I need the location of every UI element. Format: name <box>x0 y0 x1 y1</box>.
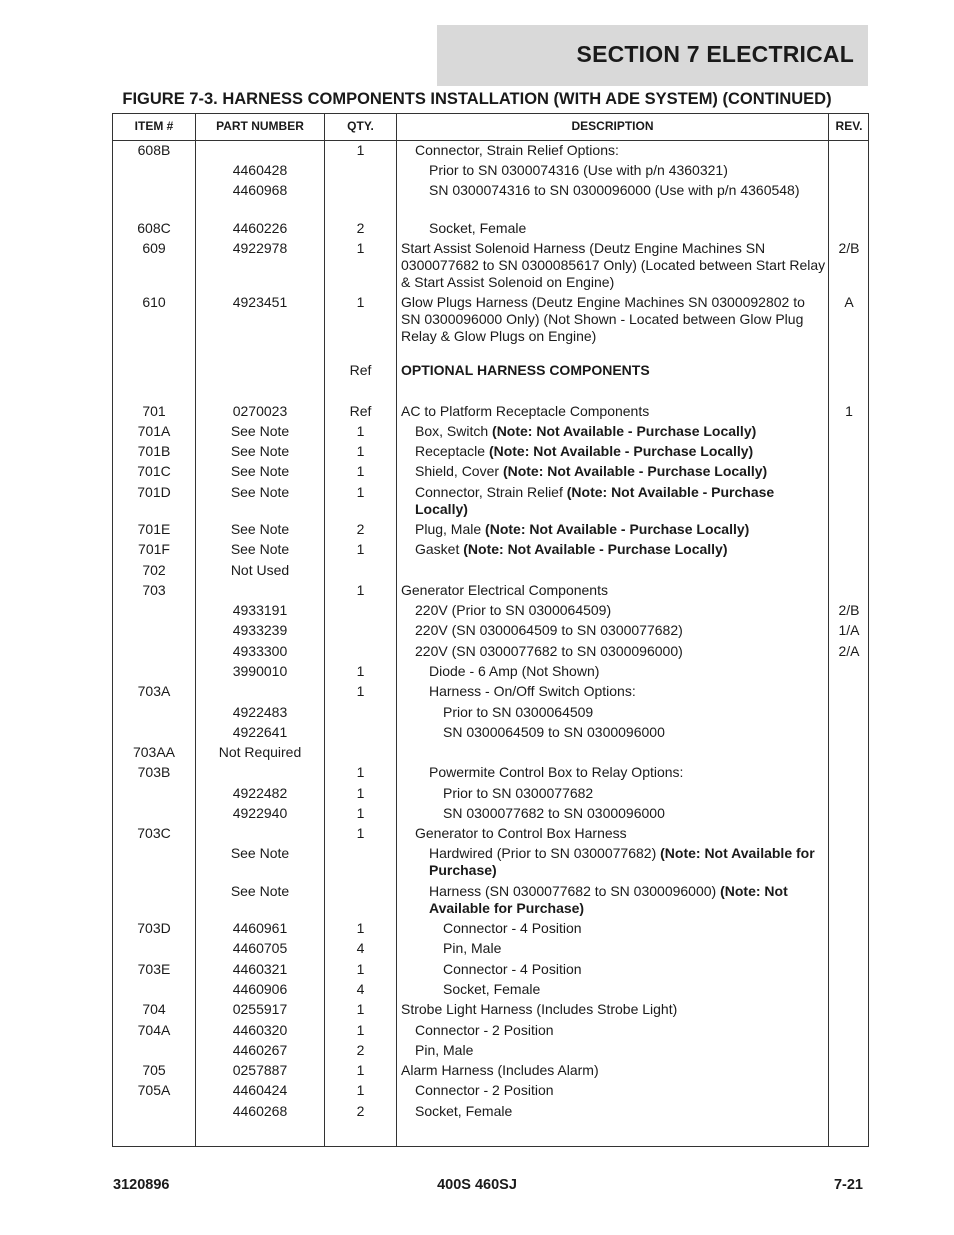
cell-part: 4460961 <box>232 920 288 936</box>
cell-part: 4460267 <box>232 1042 288 1058</box>
description-text: OPTIONAL HARNESS COMPONENTS <box>401 362 650 378</box>
cell-part: Not Required <box>218 744 302 760</box>
description-text: Connector - 2 Position <box>415 1082 554 1098</box>
cell-desc <box>397 362 828 379</box>
figure-title: FIGURE 7-3. HARNESS COMPONENTS INSTALLATION (WITH ADE SYSTEM) (CONTINUED) <box>122 90 832 108</box>
description-text: SN 0300064509 to SN 0300096000 <box>443 724 665 740</box>
description-text: Connector - 4 Position <box>443 961 582 977</box>
cell-part: See Note <box>230 484 290 500</box>
cell-qty: 1 <box>356 825 365 841</box>
description-note: (Note: Not Available for Purchase) <box>429 845 815 878</box>
description-text: Socket, Female <box>429 220 527 236</box>
cell-qty: 1 <box>356 294 365 310</box>
cell-desc <box>397 981 828 998</box>
parts-table <box>112 113 869 1147</box>
cell-desc <box>397 294 828 345</box>
cell-desc <box>397 220 828 237</box>
description-note: (Note: Not Available - Purchase Locally) <box>492 423 757 439</box>
cell-desc <box>397 643 828 660</box>
description-text: Connector - 4 Position <box>443 920 582 936</box>
cell-item: 701B <box>137 443 171 459</box>
cell-desc <box>397 1062 828 1079</box>
description-text: SN 0300077682 to SN 0300096000 <box>443 805 665 821</box>
cell-item: 702 <box>142 562 166 578</box>
cell-item: 703D <box>137 920 171 936</box>
description-text: 220V (Prior to SN 0300064509) <box>415 602 612 618</box>
description-text: Alarm Harness (Includes Alarm) <box>401 1062 599 1078</box>
description-text: Socket, Female <box>443 981 541 997</box>
cell-desc <box>397 182 828 199</box>
cell-part: See Note <box>230 463 290 479</box>
cell-part: 4922483 <box>232 704 288 720</box>
cell-item: 704A <box>137 1022 171 1038</box>
cell-qty: 1 <box>356 805 365 821</box>
header-rev: REV. <box>835 119 863 133</box>
cell-item: 610 <box>142 294 166 310</box>
section-title: SECTION 7 ELECTRICAL <box>576 41 854 67</box>
cell-item: 703B <box>137 764 171 780</box>
cell-qty: 1 <box>356 785 365 801</box>
description-note: (Note: Not Available - Purchase Locally) <box>488 443 754 459</box>
description-text: Plug, Male <box>415 521 486 537</box>
cell-qty: 1 <box>356 663 365 679</box>
cell-desc <box>397 845 828 879</box>
cell-desc <box>397 683 828 700</box>
description-text: 220V (SN 0300077682 to SN 0300096000) <box>415 643 683 659</box>
cell-desc <box>397 764 828 781</box>
cell-part: See Note <box>230 845 290 861</box>
description-text: Harness (SN 0300077682 to SN 0300096000) <box>429 883 721 899</box>
cell-part: 4922978 <box>232 240 288 256</box>
cell-part: 0255917 <box>232 1001 288 1017</box>
cell-qty: 1 <box>356 423 365 439</box>
cell-qty: 1 <box>356 1062 365 1078</box>
cell-rev: 1 <box>845 403 853 419</box>
cell-qty: 1 <box>356 961 365 977</box>
cell-qty: 1 <box>356 1001 365 1017</box>
model-name: 400S 460SJ <box>437 1177 517 1193</box>
doc-number: 3120896 <box>113 1177 170 1193</box>
description-note: (Note: Not Available - Purchase Locally) <box>485 521 750 537</box>
cell-qty: 1 <box>356 1082 365 1098</box>
header-part-number: PART NUMBER <box>216 119 304 133</box>
cell-desc <box>397 423 828 440</box>
cell-desc <box>397 484 828 518</box>
cell-qty: 1 <box>356 582 365 598</box>
description-text: Receptacle <box>415 443 489 459</box>
cell-qty: 4 <box>356 981 365 997</box>
cell-part: 4933239 <box>232 622 288 638</box>
cell-part: See Note <box>230 521 290 537</box>
cell-item: 608C <box>137 220 171 236</box>
cell-qty: Ref <box>349 403 372 419</box>
cell-item: 609 <box>142 240 166 256</box>
page-number: 7-21 <box>833 1177 863 1193</box>
cell-item: 701A <box>137 423 171 439</box>
cell-qty: 1 <box>356 683 365 699</box>
cell-item: 703AA <box>132 744 176 760</box>
cell-part: 4460320 <box>232 1022 288 1038</box>
cell-qty: 1 <box>356 240 365 256</box>
cell-desc <box>397 805 828 822</box>
cell-item: 705 <box>142 1062 166 1078</box>
cell-part: See Note <box>230 541 290 557</box>
cell-desc <box>397 961 828 978</box>
cell-qty: 1 <box>356 764 365 780</box>
cell-part: 4922641 <box>232 724 288 740</box>
cell-part: 4460428 <box>232 162 288 178</box>
cell-part: 4460424 <box>232 1082 288 1098</box>
description-text: Generator Electrical Components <box>401 582 608 598</box>
cell-qty: 2 <box>356 1103 365 1119</box>
cell-rev: 2/A <box>838 643 860 659</box>
cell-qty: 1 <box>356 443 365 459</box>
cell-part: 4933300 <box>232 643 288 659</box>
cell-part: 4460705 <box>232 940 288 956</box>
cell-part: 4460968 <box>232 182 288 198</box>
description-text: Prior to SN 0300077682 <box>443 785 594 801</box>
cell-qty: 1 <box>356 142 365 158</box>
cell-item: 701C <box>137 463 171 479</box>
cell-qty: 2 <box>356 220 365 236</box>
section-header <box>437 25 868 86</box>
cell-desc <box>397 825 828 842</box>
cell-part: 4460321 <box>232 961 288 977</box>
description-note: (Note: Not Available - Purchase Locally) <box>502 463 768 479</box>
cell-desc <box>397 403 828 420</box>
cell-desc <box>397 443 828 460</box>
cell-qty: 1 <box>356 484 365 500</box>
description-text: Diode - 6 Amp (Not Shown) <box>429 663 600 679</box>
description-text: Hardwired (Prior to SN 0300077682) <box>429 845 661 861</box>
description-text: 220V (SN 0300064509 to SN 0300077682) <box>415 622 683 638</box>
cell-part: 4460906 <box>232 981 288 997</box>
cell-desc <box>397 663 828 680</box>
header-qty: QTY. <box>347 119 374 133</box>
header-description: DESCRIPTION <box>571 119 654 133</box>
cell-desc <box>397 582 828 599</box>
cell-item: 703A <box>137 683 171 699</box>
description-text: Prior to SN 0300074316 (Use with p/n 4360321) <box>429 162 728 178</box>
cell-part: 4922482 <box>232 785 288 801</box>
cell-desc <box>397 1001 828 1018</box>
cell-part: See Note <box>230 443 290 459</box>
cell-qty: 4 <box>356 940 365 956</box>
cell-desc <box>397 162 828 179</box>
cell-part: 4922940 <box>232 805 288 821</box>
cell-item: 701F <box>138 541 170 557</box>
cell-part: 4933191 <box>232 602 288 618</box>
cell-desc <box>397 785 828 802</box>
description-text: Harness - On/Off Switch Options: <box>429 683 636 699</box>
cell-item: 703 <box>142 582 166 598</box>
description-text: Pin, Male <box>443 940 502 956</box>
cell-desc <box>397 883 828 917</box>
description-text: SN 0300074316 to SN 0300096000 (Use with p/n 4360548) <box>429 182 800 198</box>
cell-qty: 1 <box>356 541 365 557</box>
cell-item: 704 <box>142 1001 166 1017</box>
cell-qty: 1 <box>356 463 365 479</box>
description-text: Pin, Male <box>415 1042 474 1058</box>
cell-qty: 1 <box>356 920 365 936</box>
cell-desc <box>397 704 828 721</box>
description-text: Powermite Control Box to Relay Options: <box>429 764 684 780</box>
description-text: Start Assist Solenoid Harness (Deutz Engine Machines SN 0300077682 to SN 0300085617 Only) (Located between Start Relay & Start Assist Solenoid on Engine) <box>401 240 826 290</box>
cell-item: 701D <box>137 484 171 500</box>
description-note: (Note: Not Available - Purchase Locally) <box>463 541 728 557</box>
cell-desc <box>397 622 828 639</box>
cell-qty: 2 <box>356 1042 365 1058</box>
description-text: Prior to SN 0300064509 <box>443 704 594 720</box>
cell-desc <box>397 940 828 957</box>
cell-desc <box>397 1022 828 1039</box>
description-text: Connector, Strain Relief <box>415 484 567 500</box>
description-text: Shield, Cover <box>415 463 503 479</box>
description-text: AC to Platform Receptacle Components <box>401 403 650 419</box>
cell-part: See Note <box>230 883 290 899</box>
cell-item: 701E <box>137 521 171 537</box>
cell-item: 703E <box>137 961 171 977</box>
cell-desc <box>397 541 828 558</box>
cell-rev: A <box>844 294 854 310</box>
cell-part: 4460268 <box>232 1103 288 1119</box>
cell-item: 608B <box>137 142 171 158</box>
cell-part: 0257887 <box>232 1062 288 1078</box>
cell-desc <box>397 240 828 291</box>
description-text: Glow Plugs Harness (Deutz Engine Machines SN 0300092802 to SN 0300096000 Only) (Not Shown - Located between Glow Plug Relay & Glow Plugs on Engine) <box>401 294 805 344</box>
description-text: Connector - 2 Position <box>415 1022 554 1038</box>
description-text: Socket, Female <box>415 1103 513 1119</box>
description-note: (Note: Not Available for Purchase) <box>429 883 788 916</box>
cell-desc <box>397 142 828 159</box>
description-text: Strobe Light Harness (Includes Strobe Light) <box>401 1001 678 1017</box>
cell-desc <box>397 602 828 619</box>
cell-part: See Note <box>230 423 290 439</box>
cell-item: 703C <box>137 825 171 841</box>
cell-desc <box>397 463 828 480</box>
cell-part: 3990010 <box>232 663 288 679</box>
cell-qty: Ref <box>349 362 372 378</box>
cell-desc <box>397 1082 828 1099</box>
cell-rev: 2/B <box>838 602 860 618</box>
header-divider <box>113 140 868 141</box>
cell-qty: 2 <box>356 521 365 537</box>
cell-part: 4923451 <box>232 294 288 310</box>
cell-part: 0270023 <box>232 403 288 419</box>
cell-qty: 1 <box>356 1022 365 1038</box>
cell-rev: 1/A <box>838 622 860 638</box>
cell-desc <box>397 920 828 937</box>
cell-rev: 2/B <box>838 240 860 256</box>
description-note: (Note: Not Available - Purchase Locally) <box>415 484 775 517</box>
description-text: Box, Switch <box>415 423 493 439</box>
description-text: Connector, Strain Relief Options: <box>415 142 619 158</box>
description-text: Generator to Control Box Harness <box>415 825 627 841</box>
cell-desc <box>397 1103 828 1120</box>
cell-part: Not Used <box>230 562 290 578</box>
description-text: Gasket <box>415 541 464 557</box>
cell-desc <box>397 1042 828 1059</box>
header-item: ITEM # <box>134 119 174 133</box>
cell-desc <box>397 521 828 538</box>
cell-item: 701 <box>142 403 166 419</box>
cell-item: 705A <box>137 1082 171 1098</box>
cell-desc <box>397 724 828 741</box>
cell-part: 4460226 <box>232 220 288 236</box>
